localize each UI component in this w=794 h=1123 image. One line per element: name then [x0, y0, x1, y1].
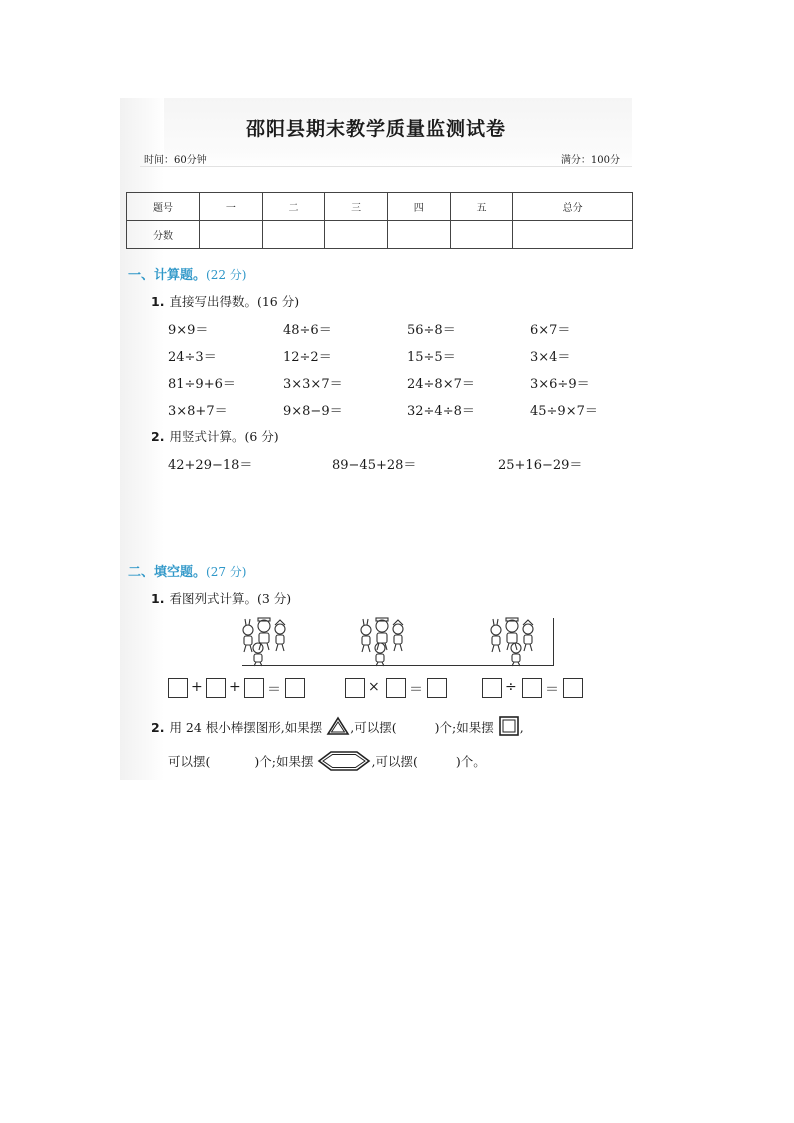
section-2-heading	[128, 561, 246, 580]
question-text: 用 24 根小棒摆图形,如果摆	[169, 720, 323, 735]
header-cell: 总分	[513, 193, 633, 221]
problem: 9×9＝	[168, 323, 209, 338]
question-text: 可以摆(	[168, 754, 211, 769]
score-cell[interactable]	[325, 221, 388, 249]
kids-illustration	[238, 616, 558, 668]
problem: 12÷2＝	[283, 350, 332, 365]
exam-title: 邵阳县期末教学质量监测试卷	[245, 118, 506, 140]
header-cell: 五	[450, 193, 513, 221]
plus-sign: +	[191, 679, 203, 695]
problem: 48÷6＝	[283, 323, 332, 338]
answer-box[interactable]	[345, 678, 365, 698]
section-1-points: (22 分)	[206, 268, 247, 282]
header-divider	[140, 166, 632, 167]
answer-box[interactable]	[168, 678, 188, 698]
header-cell: 四	[387, 193, 450, 221]
score-table	[126, 192, 633, 249]
problem: 3×4＝	[530, 350, 571, 365]
equals-sign: ＝	[267, 682, 281, 698]
header-cell: 一	[200, 193, 263, 221]
header-cell: 三	[325, 193, 388, 221]
exam-sheet	[120, 98, 632, 780]
question-text: ,可以摆(	[350, 720, 397, 735]
problem: 81÷9+6＝	[168, 377, 236, 392]
plus-sign: +	[229, 679, 241, 695]
answer-box[interactable]	[386, 678, 406, 698]
kid-group-3-icon	[491, 618, 533, 666]
problem: 45÷9×7＝	[530, 404, 598, 419]
hexagon-icon	[317, 750, 371, 772]
question-1-1	[151, 292, 299, 310]
equals-sign: ＝	[545, 682, 559, 698]
problem: 32÷4÷8＝	[407, 404, 475, 419]
question-2-2-line-2	[168, 750, 486, 772]
question-number: 2.	[151, 720, 165, 735]
question-text: ,	[519, 720, 524, 735]
problem: 24÷3＝	[168, 350, 217, 365]
question-text: 直接写出得数。(16 分)	[169, 294, 300, 309]
divide-sign: ÷	[505, 679, 517, 695]
header-cell: 题号	[127, 193, 200, 221]
answer-box[interactable]	[482, 678, 502, 698]
problem: 9×8−9＝	[283, 404, 343, 419]
answer-box[interactable]	[563, 678, 583, 698]
vertical-calc-problem: 89−45+28＝	[332, 458, 417, 473]
score-table-row	[127, 221, 633, 249]
square-icon	[498, 715, 520, 737]
problem: 24÷8×7＝	[407, 377, 475, 392]
kid-group-2-icon	[361, 618, 403, 666]
equals-sign: ＝	[409, 682, 423, 698]
problem: 56÷8＝	[407, 323, 456, 338]
question-number: 1.	[151, 294, 165, 309]
question-1-2	[151, 427, 279, 445]
answer-box[interactable]	[244, 678, 264, 698]
header-cell: 二	[262, 193, 325, 221]
section-2-title: 二、填空题。	[128, 565, 207, 580]
score-cell[interactable]	[450, 221, 513, 249]
question-text: )个;如果摆	[254, 754, 314, 769]
section-2-points: (27 分)	[206, 565, 247, 579]
question-number: 2.	[151, 429, 165, 444]
question-2-1	[151, 589, 291, 607]
problem: 3×3×7＝	[283, 377, 343, 392]
question-text: )个;如果摆	[434, 720, 494, 735]
full-score-label: 满分：100分	[560, 155, 620, 166]
problem: 6×7＝	[530, 323, 571, 338]
vertical-calc-problem: 42+29−18＝	[168, 458, 253, 473]
score-cell[interactable]	[200, 221, 263, 249]
score-cell[interactable]	[513, 221, 633, 249]
question-text: ,可以摆(	[371, 754, 418, 769]
problem: 3×6÷9＝	[530, 377, 590, 392]
answer-box[interactable]	[522, 678, 542, 698]
time-label: 时间：60分钟	[144, 155, 207, 166]
kid-group-1-icon	[243, 618, 285, 666]
question-text: 看图列式计算。(3 分)	[169, 591, 292, 606]
ground-line	[242, 665, 554, 666]
section-1-heading	[128, 264, 246, 283]
row-label: 分数	[127, 221, 200, 249]
answer-box[interactable]	[206, 678, 226, 698]
question-2-2-line-1	[151, 715, 524, 737]
answer-box[interactable]	[427, 678, 447, 698]
equation-addition	[168, 678, 318, 700]
score-cell[interactable]	[387, 221, 450, 249]
problem: 3×8+7＝	[168, 404, 228, 419]
ground-post	[553, 618, 554, 666]
question-number: 1.	[151, 591, 165, 606]
score-table-header	[127, 193, 633, 221]
question-text: )个。	[455, 754, 486, 769]
equation-multiplication	[345, 678, 455, 700]
triangle-icon	[326, 716, 350, 736]
question-text: 用竖式计算。(6 分)	[169, 429, 279, 444]
vertical-calc-problem: 25+16−29＝	[498, 458, 583, 473]
score-cell[interactable]	[262, 221, 325, 249]
section-1-title: 一、计算题。	[128, 268, 207, 283]
equation-division	[482, 678, 592, 700]
times-sign: ×	[368, 679, 380, 695]
problem: 15÷5＝	[407, 350, 456, 365]
answer-box[interactable]	[285, 678, 305, 698]
